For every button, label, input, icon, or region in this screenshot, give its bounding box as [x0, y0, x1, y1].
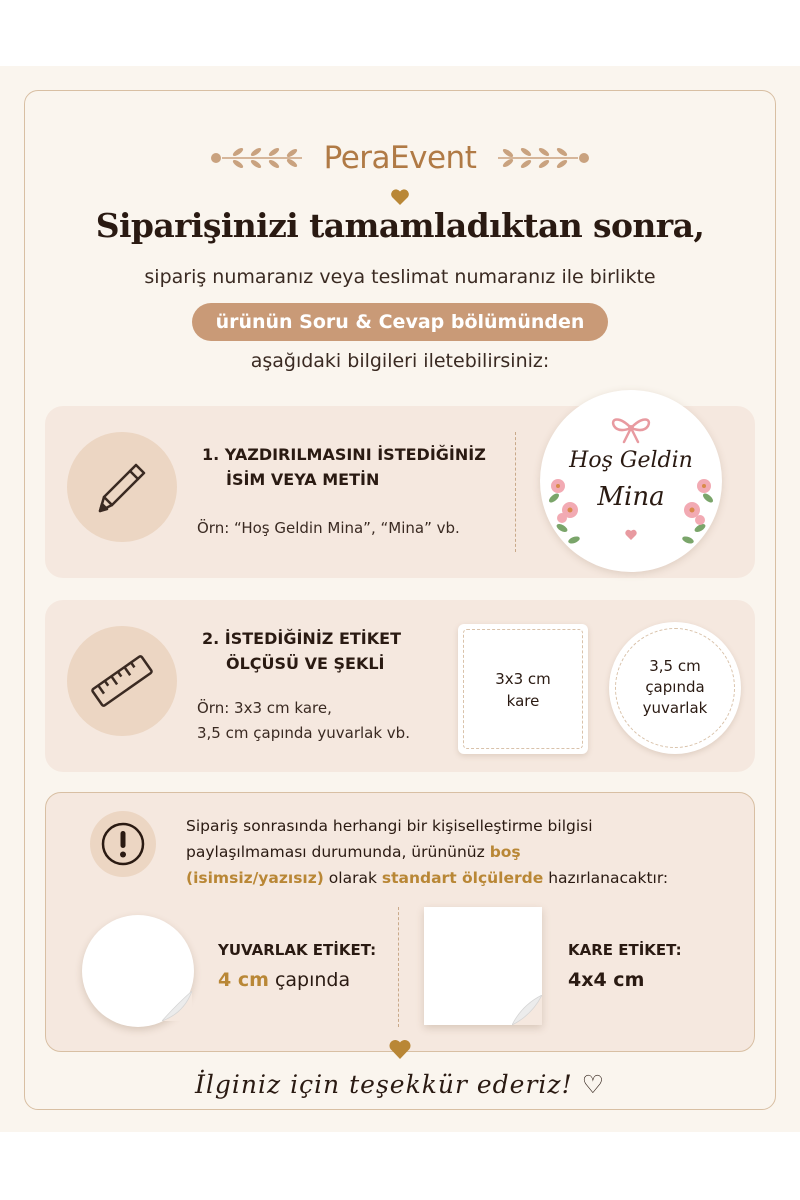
intro-subline-2: aşağıdaki bilgileri iletebilirsiniz:: [250, 350, 550, 372]
round-sticker-size: 4 cm çapında: [218, 969, 351, 991]
divider: [398, 907, 399, 1027]
peel-corner-icon: [162, 991, 192, 1021]
laurel-right-icon: [494, 143, 590, 173]
sticker-line-1: Hoş Geldin: [569, 448, 693, 473]
square-sticker-size: 4x4 cm: [568, 969, 645, 991]
qa-section-pill: ürünün Soru & Cevap bölümünden: [192, 303, 609, 341]
heart-icon: [388, 1038, 412, 1060]
blank-round-sticker: [82, 915, 194, 1027]
page-headline: Siparişinizi tamamladıktan sonra,: [95, 206, 705, 245]
square-sticker-label: KARE ETİKET:: [568, 941, 682, 959]
round-sticker-sample: 3,5 cm çapında yuvarlak: [609, 622, 741, 754]
step-1-card: [45, 406, 755, 578]
round-sticker-label: YUVARLAK ETİKET:: [218, 941, 377, 959]
brand-logo-text: PeraEvent: [323, 140, 477, 176]
intro-subline: sipariş numaranız veya teslimat numaranız ile birlikte: [144, 266, 656, 288]
step-1-example: Örn: “Hoş Geldin Mina”, “Mina” vb.: [197, 519, 460, 537]
warning-icon-circle: [90, 811, 156, 877]
step-1-icon-circle: [67, 432, 177, 542]
step-2-card: [45, 600, 755, 772]
sample-name-sticker: [540, 390, 722, 572]
notice-text: Sipariş sonrasında herhangi bir kişiselleştirme bilgisi paylaşılmaması durumunda, ürününüz boş (isimsiz/yazısız) olarak standart ölçülerde hazırlanacaktır:: [186, 817, 669, 887]
step-1-title: 1. YAZDIRILMASINI İSTEDİĞİNİZ İSİM VEYA METİN: [202, 445, 486, 489]
laurel-left-icon: [210, 143, 306, 173]
floral-decoration-icon: [540, 390, 722, 572]
blank-square-sticker: [424, 907, 542, 1025]
step-2-title: 2. İSTEDİĞİNİZ ETİKET ÖLÇÜSÜ VE ŞEKLİ: [202, 629, 401, 673]
brand-header: [0, 138, 800, 178]
step-2-example: Örn: 3x3 cm kare, 3,5 cm çapında yuvarlak vb.: [197, 699, 410, 742]
peel-corner-icon: [512, 995, 542, 1025]
thank-you-message: İlginiz için teşekkür ederiz! ♡: [194, 1070, 605, 1099]
square-sticker-sample: 3x3 cm kare: [458, 624, 588, 754]
default-notice-box: [45, 792, 755, 1052]
step-2-icon-circle: [67, 626, 177, 736]
divider: [515, 432, 516, 552]
heart-icon: [390, 188, 410, 206]
sticker-line-2: Mina: [597, 482, 665, 512]
exclamation-icon: [100, 821, 146, 867]
pencil-icon: [90, 455, 154, 519]
ruler-icon: [86, 645, 158, 717]
